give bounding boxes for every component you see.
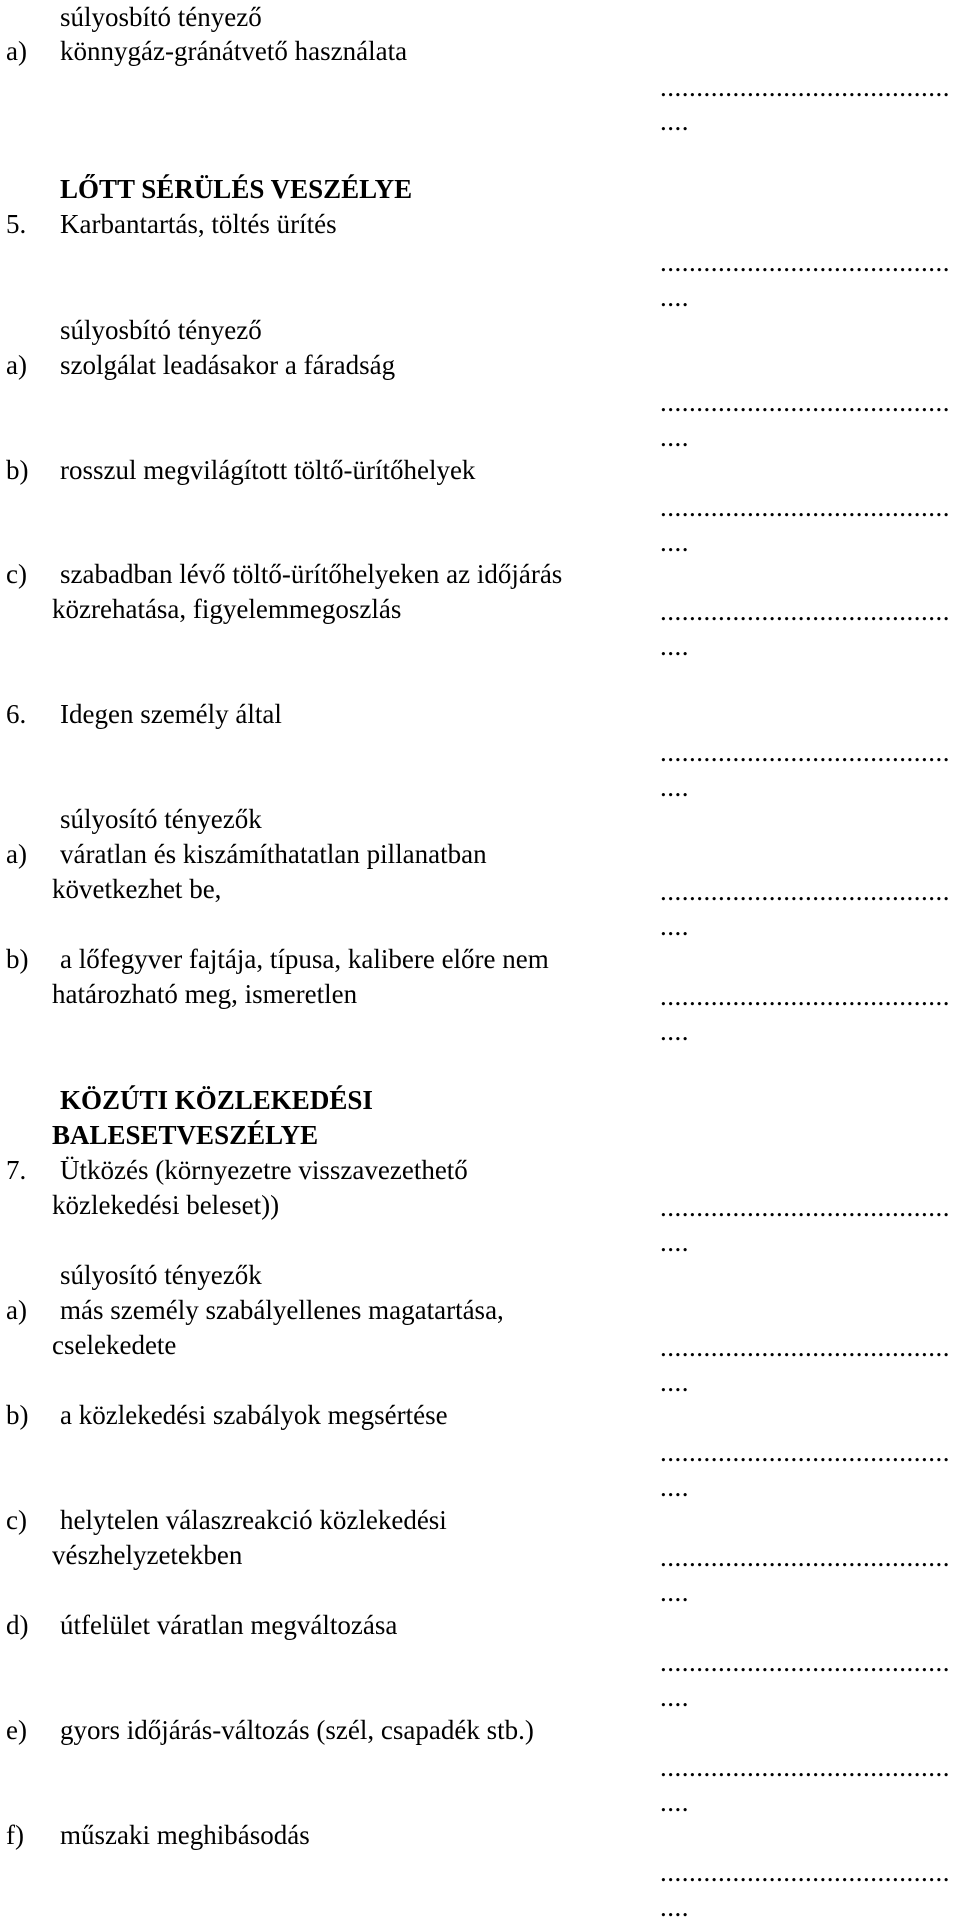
fill-in-dots: .... xyxy=(660,1016,689,1046)
text-line: szabadban lévő töltő-ürítőhelyeken az időjárás xyxy=(60,559,563,589)
fill-in-dots: ........................................ xyxy=(660,1647,950,1677)
fill-in-dots: ........................................ xyxy=(660,1192,950,1222)
fill-in-dots: ........................................ xyxy=(660,387,950,417)
fill-in-dots: ........................................ xyxy=(660,72,950,102)
fill-in-dots: .... xyxy=(660,106,689,136)
fill-in-dots: ........................................ xyxy=(660,1437,950,1467)
text-line: következhet be, xyxy=(52,874,222,904)
text-line: cselekedete xyxy=(52,1330,177,1360)
text-line: gyors időjárás-változás (szél, csapadék stb.) xyxy=(60,1715,534,1745)
fill-in-dots: .... xyxy=(660,1367,689,1397)
fill-in-dots: ........................................ xyxy=(660,876,950,906)
text-line: súlyosbító tényező xyxy=(60,315,262,345)
fill-in-dots: .... xyxy=(660,631,689,661)
text-line: műszaki meghibásodás xyxy=(60,1820,310,1850)
text-line: szolgálat leadásakor a fáradság xyxy=(60,350,396,380)
text-line: súlyosító tényezők xyxy=(60,804,262,834)
fill-in-dots: .... xyxy=(660,1892,689,1922)
text-line: útfelület váratlan megváltozása xyxy=(60,1610,398,1640)
text-line: b) xyxy=(6,455,29,485)
fill-in-dots: .... xyxy=(660,422,689,452)
text-line: súlyosító tényezők xyxy=(60,1260,262,1290)
section-heading: KÖZÚTI KÖZLEKEDÉSI xyxy=(60,1085,373,1115)
text-line: váratlan és kiszámíthatatlan pillanatban xyxy=(60,839,487,869)
fill-in-dots: .... xyxy=(660,1682,689,1712)
fill-in-dots: .... xyxy=(660,1787,689,1817)
text-line: a) xyxy=(6,1295,27,1325)
fill-in-dots: ........................................ xyxy=(660,1857,950,1887)
fill-in-dots: ........................................ xyxy=(660,1752,950,1782)
fill-in-dots: .... xyxy=(660,911,689,941)
fill-in-dots: .... xyxy=(660,1577,689,1607)
fill-in-dots: ........................................ xyxy=(660,596,950,626)
text-line: más személy szabályellenes magatartása, xyxy=(60,1295,504,1325)
fill-in-dots: ........................................ xyxy=(660,981,950,1011)
fill-in-dots: ........................................ xyxy=(660,1332,950,1362)
text-line: Ütközés (környezetre visszavezethető xyxy=(60,1155,468,1185)
text-line: e) xyxy=(6,1715,27,1745)
text-line: d) xyxy=(6,1610,29,1640)
text-line: 5. xyxy=(6,209,27,239)
fill-in-dots: .... xyxy=(660,1227,689,1257)
text-line: súlyosbító tényező xyxy=(60,2,262,32)
fill-in-dots: ........................................ xyxy=(660,247,950,277)
text-line: 7. xyxy=(6,1155,27,1185)
text-line: a) xyxy=(6,350,27,380)
fill-in-dots: ........................................ xyxy=(660,737,950,767)
text-line: könnygáz-gránátvető használata xyxy=(60,36,408,66)
fill-in-dots: .... xyxy=(660,282,689,312)
text-line: b) xyxy=(6,944,29,974)
text-line: határozható meg, ismeretlen xyxy=(52,979,358,1009)
text-line: közrehatása, figyelemmegoszlás xyxy=(52,594,402,624)
fill-in-dots: ........................................ xyxy=(660,492,950,522)
fill-in-dots: .... xyxy=(660,527,689,557)
text-line: a lőfegyver fajtája, típusa, kalibere előre nem xyxy=(60,944,549,974)
text-line: b) xyxy=(6,1400,29,1430)
fill-in-dots: .... xyxy=(660,772,689,802)
text-line: vészhelyzetekben xyxy=(52,1540,243,1570)
section-heading: LŐTT SÉRÜLÉS VESZÉLYE xyxy=(60,174,413,204)
text-line: helytelen válaszreakció közlekedési xyxy=(60,1505,447,1535)
text-line: közlekedési beleset)) xyxy=(52,1190,280,1220)
text-line: a) xyxy=(6,36,27,66)
text-line: 6. xyxy=(6,699,27,729)
text-line: a) xyxy=(6,839,27,869)
text-line: a közlekedési szabályok megsértése xyxy=(60,1400,448,1430)
text-line: rosszul megvilágított töltő-ürítőhelyek xyxy=(60,455,476,485)
text-line: c) xyxy=(6,1505,27,1535)
text-line: Idegen személy által xyxy=(60,699,282,729)
section-heading: BALESETVESZÉLYE xyxy=(52,1120,319,1150)
fill-in-dots: .... xyxy=(660,1472,689,1502)
text-line: Karbantartás, töltés ürítés xyxy=(60,209,337,239)
text-line: f) xyxy=(6,1820,24,1850)
fill-in-dots: ........................................ xyxy=(660,1542,950,1572)
text-line: c) xyxy=(6,559,27,589)
